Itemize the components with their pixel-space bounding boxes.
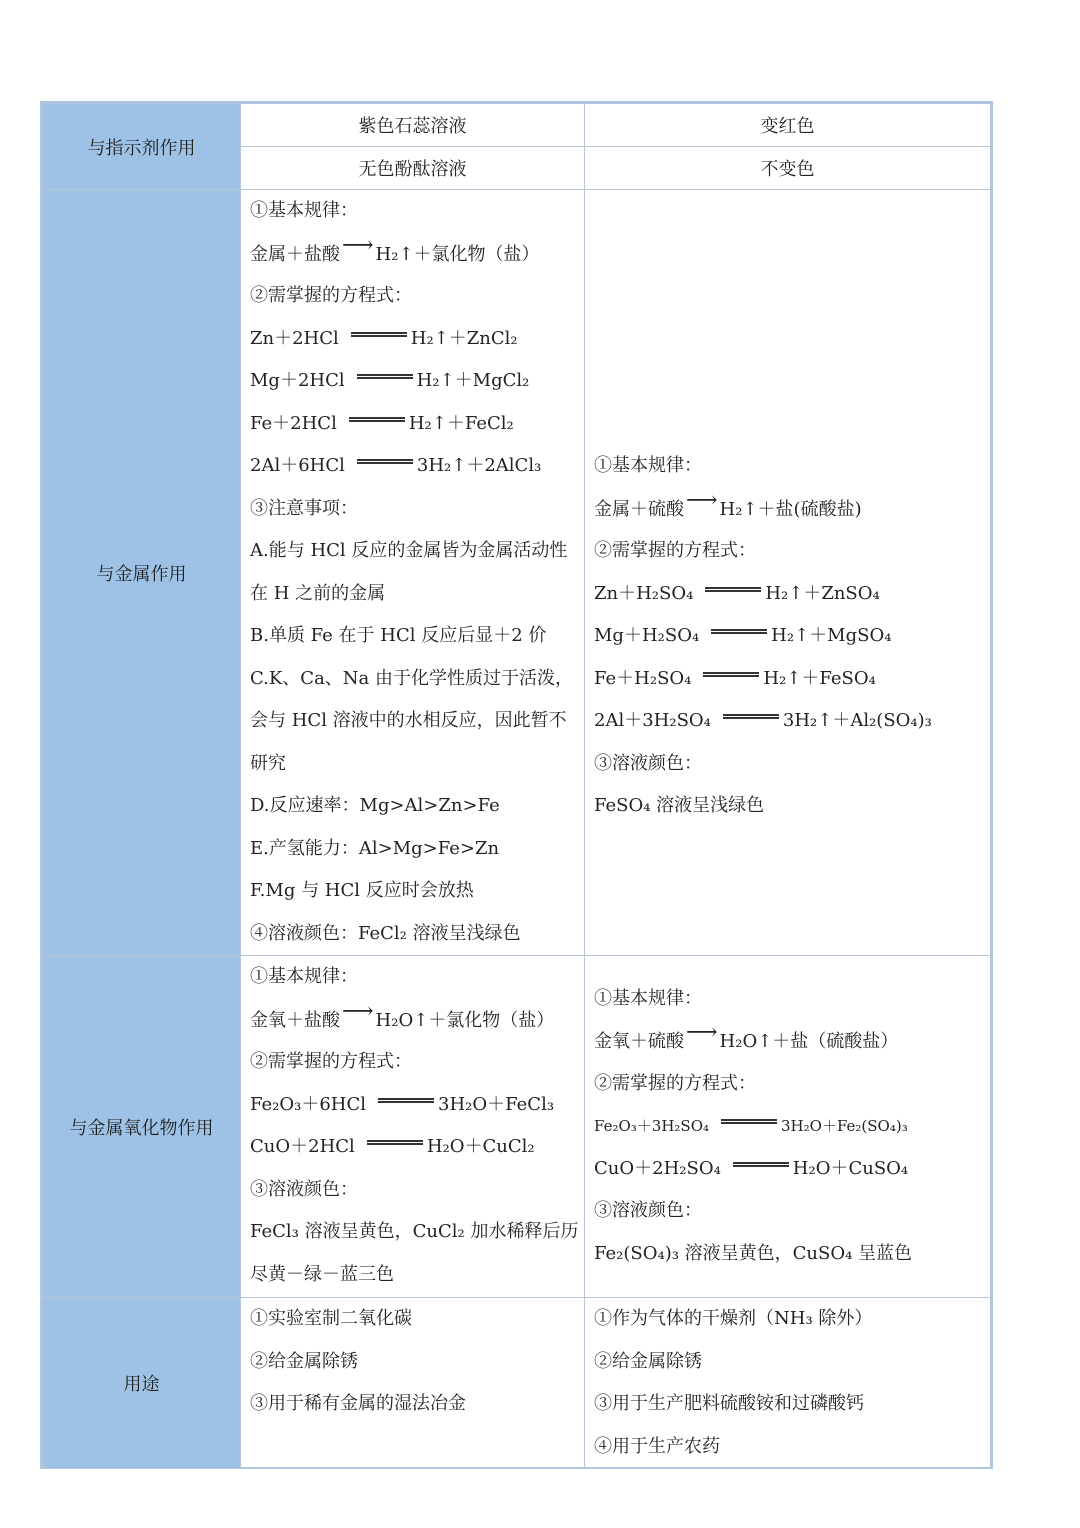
arrow-icon: ⟶ (686, 1020, 718, 1046)
text-line: ④溶液颜色：FeCl₂ 溶液呈浅绿色 (250, 922, 521, 944)
text-line: ②需掌握的方程式： (594, 540, 756, 561)
use-h2so4-cell (585, 1298, 991, 1469)
text-line: ①基本规律： (250, 200, 358, 221)
text-line: 会与 HCl 溶液中的水相反应，因此暂不 (250, 710, 567, 731)
row-header-use: 用途 (43, 1298, 241, 1469)
row-header-metal: 与金属作用 (43, 190, 241, 956)
text-line: ①实验室制二氧化碳 (250, 1308, 412, 1329)
rule-line (594, 488, 990, 531)
products: H₂↑＋盐(硫酸盐) (719, 498, 862, 520)
equation (594, 658, 990, 701)
equation (250, 1126, 584, 1169)
metal-hcl-cell (241, 190, 585, 956)
equation (594, 615, 990, 658)
arrow-icon: ⟶ (342, 232, 374, 258)
text-line: ②给金属除锈 (594, 1350, 702, 1372)
text-line: ②给金属除锈 (250, 1350, 358, 1372)
reactants: CuO＋2HCl (250, 1136, 355, 1157)
text-line: 在 H 之前的金属 (250, 582, 386, 604)
oxide-hcl-cell (241, 956, 585, 1298)
reactants: Mg＋H₂SO₄ (594, 625, 700, 646)
products: H₂↑＋ZnSO₄ (765, 582, 880, 604)
text-line: D.反应速率：Mg>Al>Zn>Fe (250, 795, 500, 816)
reactants: 金氧＋硫酸 (594, 1031, 684, 1053)
rule-line (250, 999, 584, 1042)
indicator-phenolphthalein: 无色酚酞溶液 (241, 147, 585, 190)
text-line: ②需掌握的方程式： (250, 285, 412, 306)
row-header-indicator: 与指示剂作用 (43, 104, 241, 190)
reactants: CuO＋2H₂SO₄ (594, 1157, 721, 1179)
reactants: Zn＋H₂SO₄ (594, 582, 694, 604)
text-line: ②需掌握的方程式： (594, 1072, 756, 1094)
products: H₂↑＋ZnCl₂ (410, 327, 518, 349)
indicator-phenolphthalein-result: 不变色 (585, 147, 991, 190)
arrow-icon: ⟶ (686, 487, 718, 513)
products: 3H₂↑＋Al₂(SO₄)₃ (782, 710, 932, 731)
metal-h2so4-cell (585, 190, 991, 956)
reactants: 金属＋硫酸 (594, 498, 684, 520)
text-line: Fe₂(SO₄)₃ 溶液呈黄色，CuSO₄ 呈蓝色 (594, 1242, 913, 1264)
text-line: ③注意事项： (250, 497, 358, 519)
equals-sign-icon (711, 629, 767, 634)
reactants: Zn＋2HCl (250, 327, 339, 349)
reactants: Fe＋H₂SO₄ (594, 667, 692, 689)
equals-sign-icon (357, 374, 413, 379)
text-line: ③用于生产肥料硫酸铵和过磷酸钙 (594, 1393, 864, 1414)
equation (594, 1148, 990, 1191)
reactants: 金氧＋盐酸 (250, 1009, 340, 1031)
products: 3H₂O＋Fe₂(SO₄)₃ (781, 1117, 908, 1136)
text-line: C.K、Ca、Na 由于化学性质过于活泼， (250, 667, 574, 689)
products: 3H₂↑＋2AlCl₃ (416, 455, 542, 476)
reactants: Mg＋2HCl (250, 370, 345, 391)
text-line: ③溶液颜色： (594, 1200, 702, 1222)
equation (250, 403, 584, 446)
rule-line (250, 233, 584, 276)
text-line: E.产氢能力：Al>Mg>Fe>Zn (250, 837, 500, 859)
products: H₂O↑＋盐（硫酸盐） (719, 1031, 899, 1053)
equals-sign-icon (378, 1098, 434, 1103)
reactants: 2Al＋6HCl (250, 455, 345, 476)
products: H₂↑＋FeSO₄ (763, 667, 876, 689)
text-line: FeCl₃ 溶液呈黄色，CuCl₂ 加水稀释后历 (250, 1221, 579, 1242)
text-line: ①基本规律： (250, 966, 358, 987)
text-line: ④用于生产农药 (594, 1435, 720, 1457)
reactants: Fe＋2HCl (250, 412, 337, 434)
text-line: F.Mg 与 HCl 反应时会放热 (250, 880, 474, 901)
equals-sign-icon (349, 417, 405, 422)
products: 3H₂O＋FeCl₃ (438, 1093, 555, 1115)
row-header-oxide: 与金属氧化物作用 (43, 956, 241, 1298)
products: H₂O＋CuSO₄ (792, 1157, 909, 1179)
equation (594, 700, 990, 743)
text-line: FeSO₄ 溶液呈浅绿色 (594, 795, 765, 816)
products: H₂↑＋MgCl₂ (416, 370, 530, 391)
oxide-h2so4-cell (585, 956, 991, 1298)
text-line: ③溶液颜色： (594, 752, 702, 774)
equals-sign-icon (703, 672, 759, 677)
comparison-table (40, 101, 993, 1469)
arrow-icon: ⟶ (342, 998, 374, 1024)
text-line: 研究 (250, 752, 286, 774)
equals-sign-icon (721, 1119, 777, 1124)
products: H₂O↑＋氯化物（盐） (375, 1009, 555, 1031)
equation (594, 573, 990, 616)
use-hcl-cell (241, 1298, 585, 1469)
products: H₂↑＋FeCl₂ (408, 412, 514, 434)
equals-sign-icon (723, 714, 779, 719)
equals-sign-icon (357, 459, 413, 464)
equation (250, 445, 584, 488)
products: H₂O＋CuCl₂ (426, 1136, 535, 1157)
reactants: Fe₂O₃＋6HCl (250, 1093, 367, 1115)
products: H₂↑＋MgSO₄ (771, 625, 892, 646)
equation (594, 1105, 990, 1148)
indicator-litmus: 紫色石蕊溶液 (241, 104, 585, 147)
reactants: 金属＋盐酸 (250, 243, 340, 265)
equation (250, 360, 584, 403)
indicator-litmus-result: 变红色 (585, 104, 991, 147)
reactants: Fe₂O₃＋3H₂SO₄ (594, 1117, 710, 1136)
equals-sign-icon (351, 332, 407, 337)
equation (250, 1084, 584, 1127)
equals-sign-icon (705, 587, 761, 592)
text-line: ①基本规律： (594, 987, 702, 1009)
text-line: ①基本规律： (594, 455, 702, 476)
reactants: 2Al＋3H₂SO₄ (594, 710, 711, 731)
text-line: ③用于稀有金属的湿法冶金 (250, 1393, 466, 1414)
equals-sign-icon (733, 1162, 789, 1167)
text-line: ②需掌握的方程式： (250, 1051, 412, 1072)
products: H₂↑＋氯化物（盐） (375, 243, 540, 265)
text-line: A.能与 HCl 反应的金属皆为金属活动性 (250, 540, 568, 561)
text-line: 尽黄－绿－蓝三色 (250, 1263, 394, 1285)
equals-sign-icon (367, 1140, 423, 1145)
text-line: ①作为气体的干燥剂（NH₃ 除外） (594, 1308, 873, 1329)
equation (250, 318, 584, 361)
rule-line (594, 1020, 990, 1063)
text-line: ③溶液颜色： (250, 1178, 358, 1200)
text-line: B.单质 Fe 在于 HCl 反应后显＋2 价 (250, 625, 547, 646)
